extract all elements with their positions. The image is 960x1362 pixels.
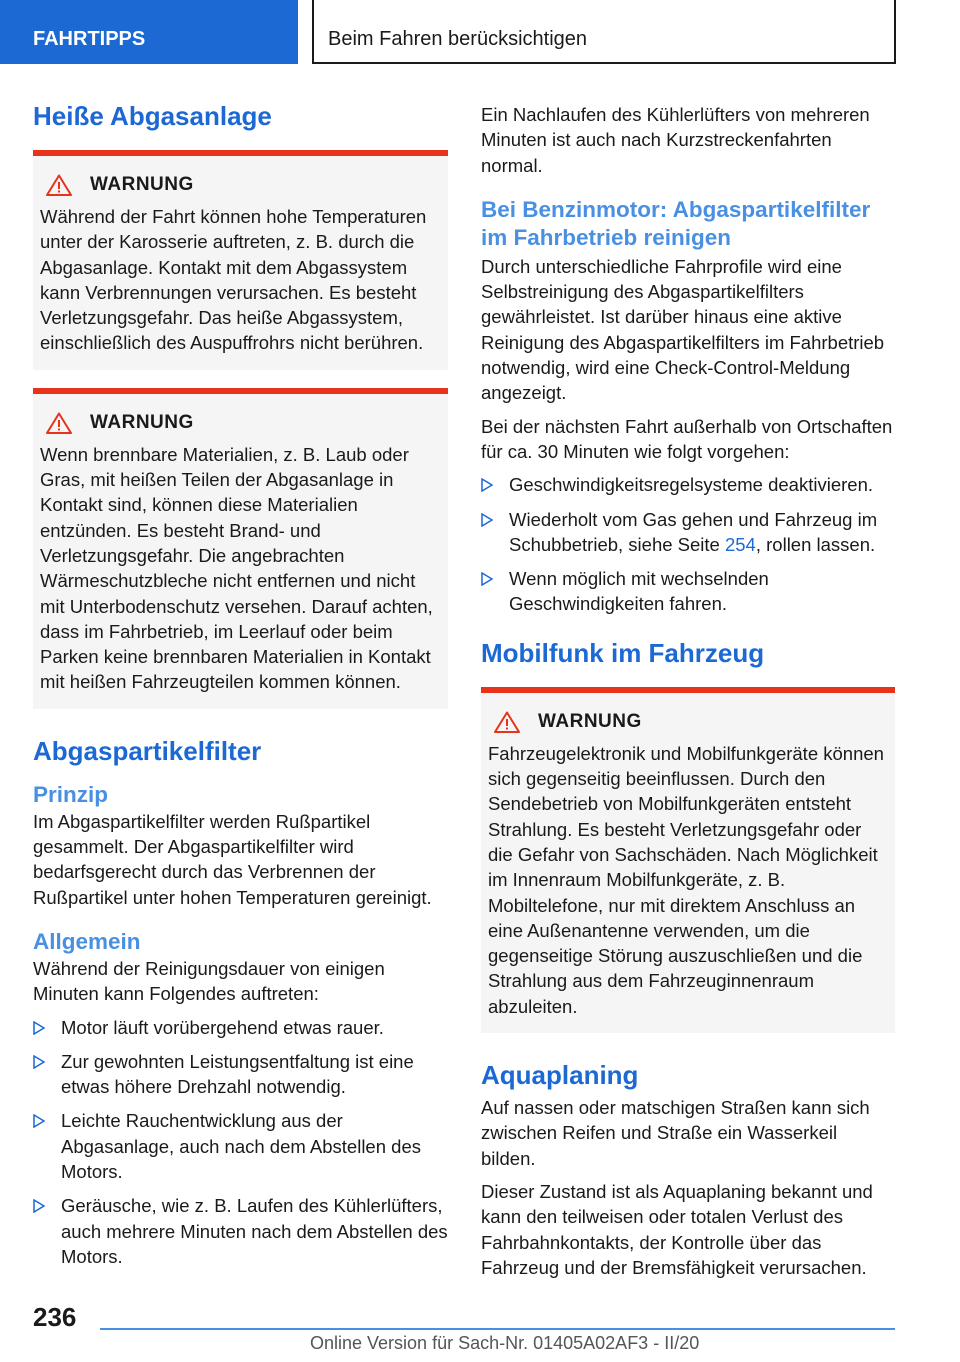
list-item xyxy=(33,1015,448,1040)
list-item-text: Zur gewohnten Leistungsentfaltung ist eine etwas höhere Drehzahl notwendig. xyxy=(61,1050,414,1098)
warning-title: WARNUNG xyxy=(90,174,194,195)
footer-online-version: Online Version für Sach-Nr. 01405A02AF3 - II/20 xyxy=(310,1333,700,1353)
list-item xyxy=(33,1193,448,1269)
warning-text: Wenn brennbare Materialien, z. B. Laub oder Gras, mit heißen Teilen der Abgasanlage in Kontakt sind, können diese Materialien entzünden. Es besteht Brand- und Verletzungsgefahr. Die angebrachten Wärmeschutzbleche nicht entfernen und nicht mit Unterbodenschutz versehen. Darauf achten, dass im Fahrbetrieb, im Leerlauf oder beim Parken keine brennbaren Materialien in Kontakt mit heißen Fahrzeugteilen kommen können. xyxy=(40,443,433,693)
header-subsection-tab: Beim Fahren berücksichtigen xyxy=(312,0,896,64)
heading-particle-filter: Abgaspartikelfilter xyxy=(33,735,262,766)
heading-hot-exhaust: Heiße Abgasanlage xyxy=(33,101,272,131)
allgemein-list xyxy=(33,1015,448,1270)
page-reference-link[interactable]: 254 xyxy=(724,533,756,555)
footer-divider xyxy=(100,1328,895,1330)
warning-triangle-icon xyxy=(46,174,72,196)
warning-box-2 xyxy=(33,388,448,709)
benzin-list xyxy=(481,472,895,616)
left-column xyxy=(33,100,448,1278)
warning-text: Fahrzeugelektronik und Mobilfunkgeräte können sich gegenseitig beeinflussen. Durch den Sendebetrieb von Mobilfunkgeräten entsteht Strahlung. Es besteht Verletzungsgefahr oder die Gefahr von Sachschäden. Nach Möglichkeit im Innenraum Mobilfunkgeräte, z. B. Mobiltelefone, nur mit direktem Anschluss an eine Außenantenne verwenden, um die gegenseitige Störung auszuschließen und die Strahlung aus dem Fahrzeuginnenraum abzuleiten. xyxy=(488,742,884,1017)
list-item-text: Geräusche, wie z. B. Laufen des Kühlerlüfters, auch mehrere Minuten nach dem Abstellen des Motors. xyxy=(61,1195,448,1267)
allgemein-text: Während der Reinigungsdauer von einigen Minuten kann Folgendes auftreten: xyxy=(33,957,385,1005)
list-item-text: Leichte Rauchentwicklung aus der Abgasanlage, auch nach dem Abstellen des Motors. xyxy=(61,1110,421,1183)
heading-prinzip: Prinzip xyxy=(33,781,109,807)
benzin-text-2: Bei der nächsten Fahrt außerhalb von Ortschaften für ca. 30 Minuten wie folgt vorgehen: xyxy=(481,415,893,462)
intro-text: Ein Nachlaufen des Kühlerlüfters von mehreren Minuten ist auch nach Kurzstreckenfahrten normal. xyxy=(481,104,870,176)
prinzip-text: Im Abgaspartikelfilter werden Rußpartikel gesammelt. Der Abgaspartikelfilter wird bedarfsgerecht durch das Verbrennen der Rußpartikel unter hohen Temperaturen gereinigt. xyxy=(33,810,432,908)
header-section-tab: FAHRTIPPS xyxy=(0,0,298,64)
warning-triangle-icon xyxy=(494,711,520,733)
aqua-text-1: Auf nassen oder matschigen Straßen kann sich zwischen Reifen und Straße ein Wasserkeil bilden. xyxy=(481,1097,870,1169)
heading-aquaplaning: Aquaplaning xyxy=(481,1060,639,1091)
list-item-text: Wenn möglich mit wechselnden Geschwindigkeiten fahren. xyxy=(509,568,769,615)
triangle-bullet-icon xyxy=(33,1055,45,1069)
list-item-text: Geschwindigkeitsregelsysteme deaktivieren. xyxy=(509,474,874,496)
benzin-text-1: Durch unterschiedliche Fahrprofile wird eine Selbstreinigung des Abgaspartikelfilters gewährleistet. Ist darüber hinaus eine aktive Reinigung des Abgaspartikelfilters im Fahrbetrieb notwendig, wird eine Check-Control-Meldung angezeigt. xyxy=(481,255,885,404)
list-item-text: Wiederholt vom Gas gehen und Fahrzeug im Schubbetrieb, siehe Seite xyxy=(509,508,878,555)
warning-title: WARNUNG xyxy=(90,411,194,433)
warning-text: Während der Fahrt können hohe Temperaturen unter der Karosserie auftreten, z. B. durch die Abgasanlage. Kontakt mit dem Abgassystem kann Verbrennungen verursachen. Es besteht Verletzungsgefahr. Das heiße Abgassystem, einschließlich des Auspuffrohrs nicht berühren. xyxy=(40,206,427,354)
aqua-text-2: Dieser Zustand ist als Aquaplaning bekannt und kann den teilweisen oder totalen Verlust des Fahrbahnkontakts, der Kontrolle über das Fahrzeug und der Bremsfähigkeit verursachen. xyxy=(481,1180,873,1278)
warning-box-1 xyxy=(33,150,448,370)
triangle-bullet-icon xyxy=(481,513,493,527)
triangle-bullet-icon xyxy=(33,1021,45,1035)
heading-benzin-filter: Bei Benzinmotor: Abgaspartikelfilter im Fahrbetrieb reinigen xyxy=(481,196,871,250)
triangle-bullet-icon xyxy=(33,1199,45,1213)
triangle-bullet-icon xyxy=(481,478,493,492)
list-item xyxy=(481,566,895,617)
heading-allgemein: Allgemein xyxy=(33,928,141,954)
warning-triangle-icon xyxy=(46,412,72,434)
warning-box-3 xyxy=(481,687,895,1033)
warning-title: WARNUNG xyxy=(538,710,642,732)
list-item xyxy=(33,1108,448,1184)
list-item-text: Motor läuft vorübergehend etwas rauer. xyxy=(61,1016,384,1038)
right-column xyxy=(481,102,895,1288)
list-item xyxy=(481,472,895,497)
list-item xyxy=(33,1049,448,1100)
triangle-bullet-icon xyxy=(33,1114,45,1128)
heading-mobilfunk: Mobilfunk im Fahrzeug xyxy=(481,637,765,668)
list-item xyxy=(481,507,895,558)
list-item-text: , rollen lassen. xyxy=(755,533,876,555)
page-number: 236 xyxy=(33,1302,77,1332)
triangle-bullet-icon xyxy=(481,572,493,586)
